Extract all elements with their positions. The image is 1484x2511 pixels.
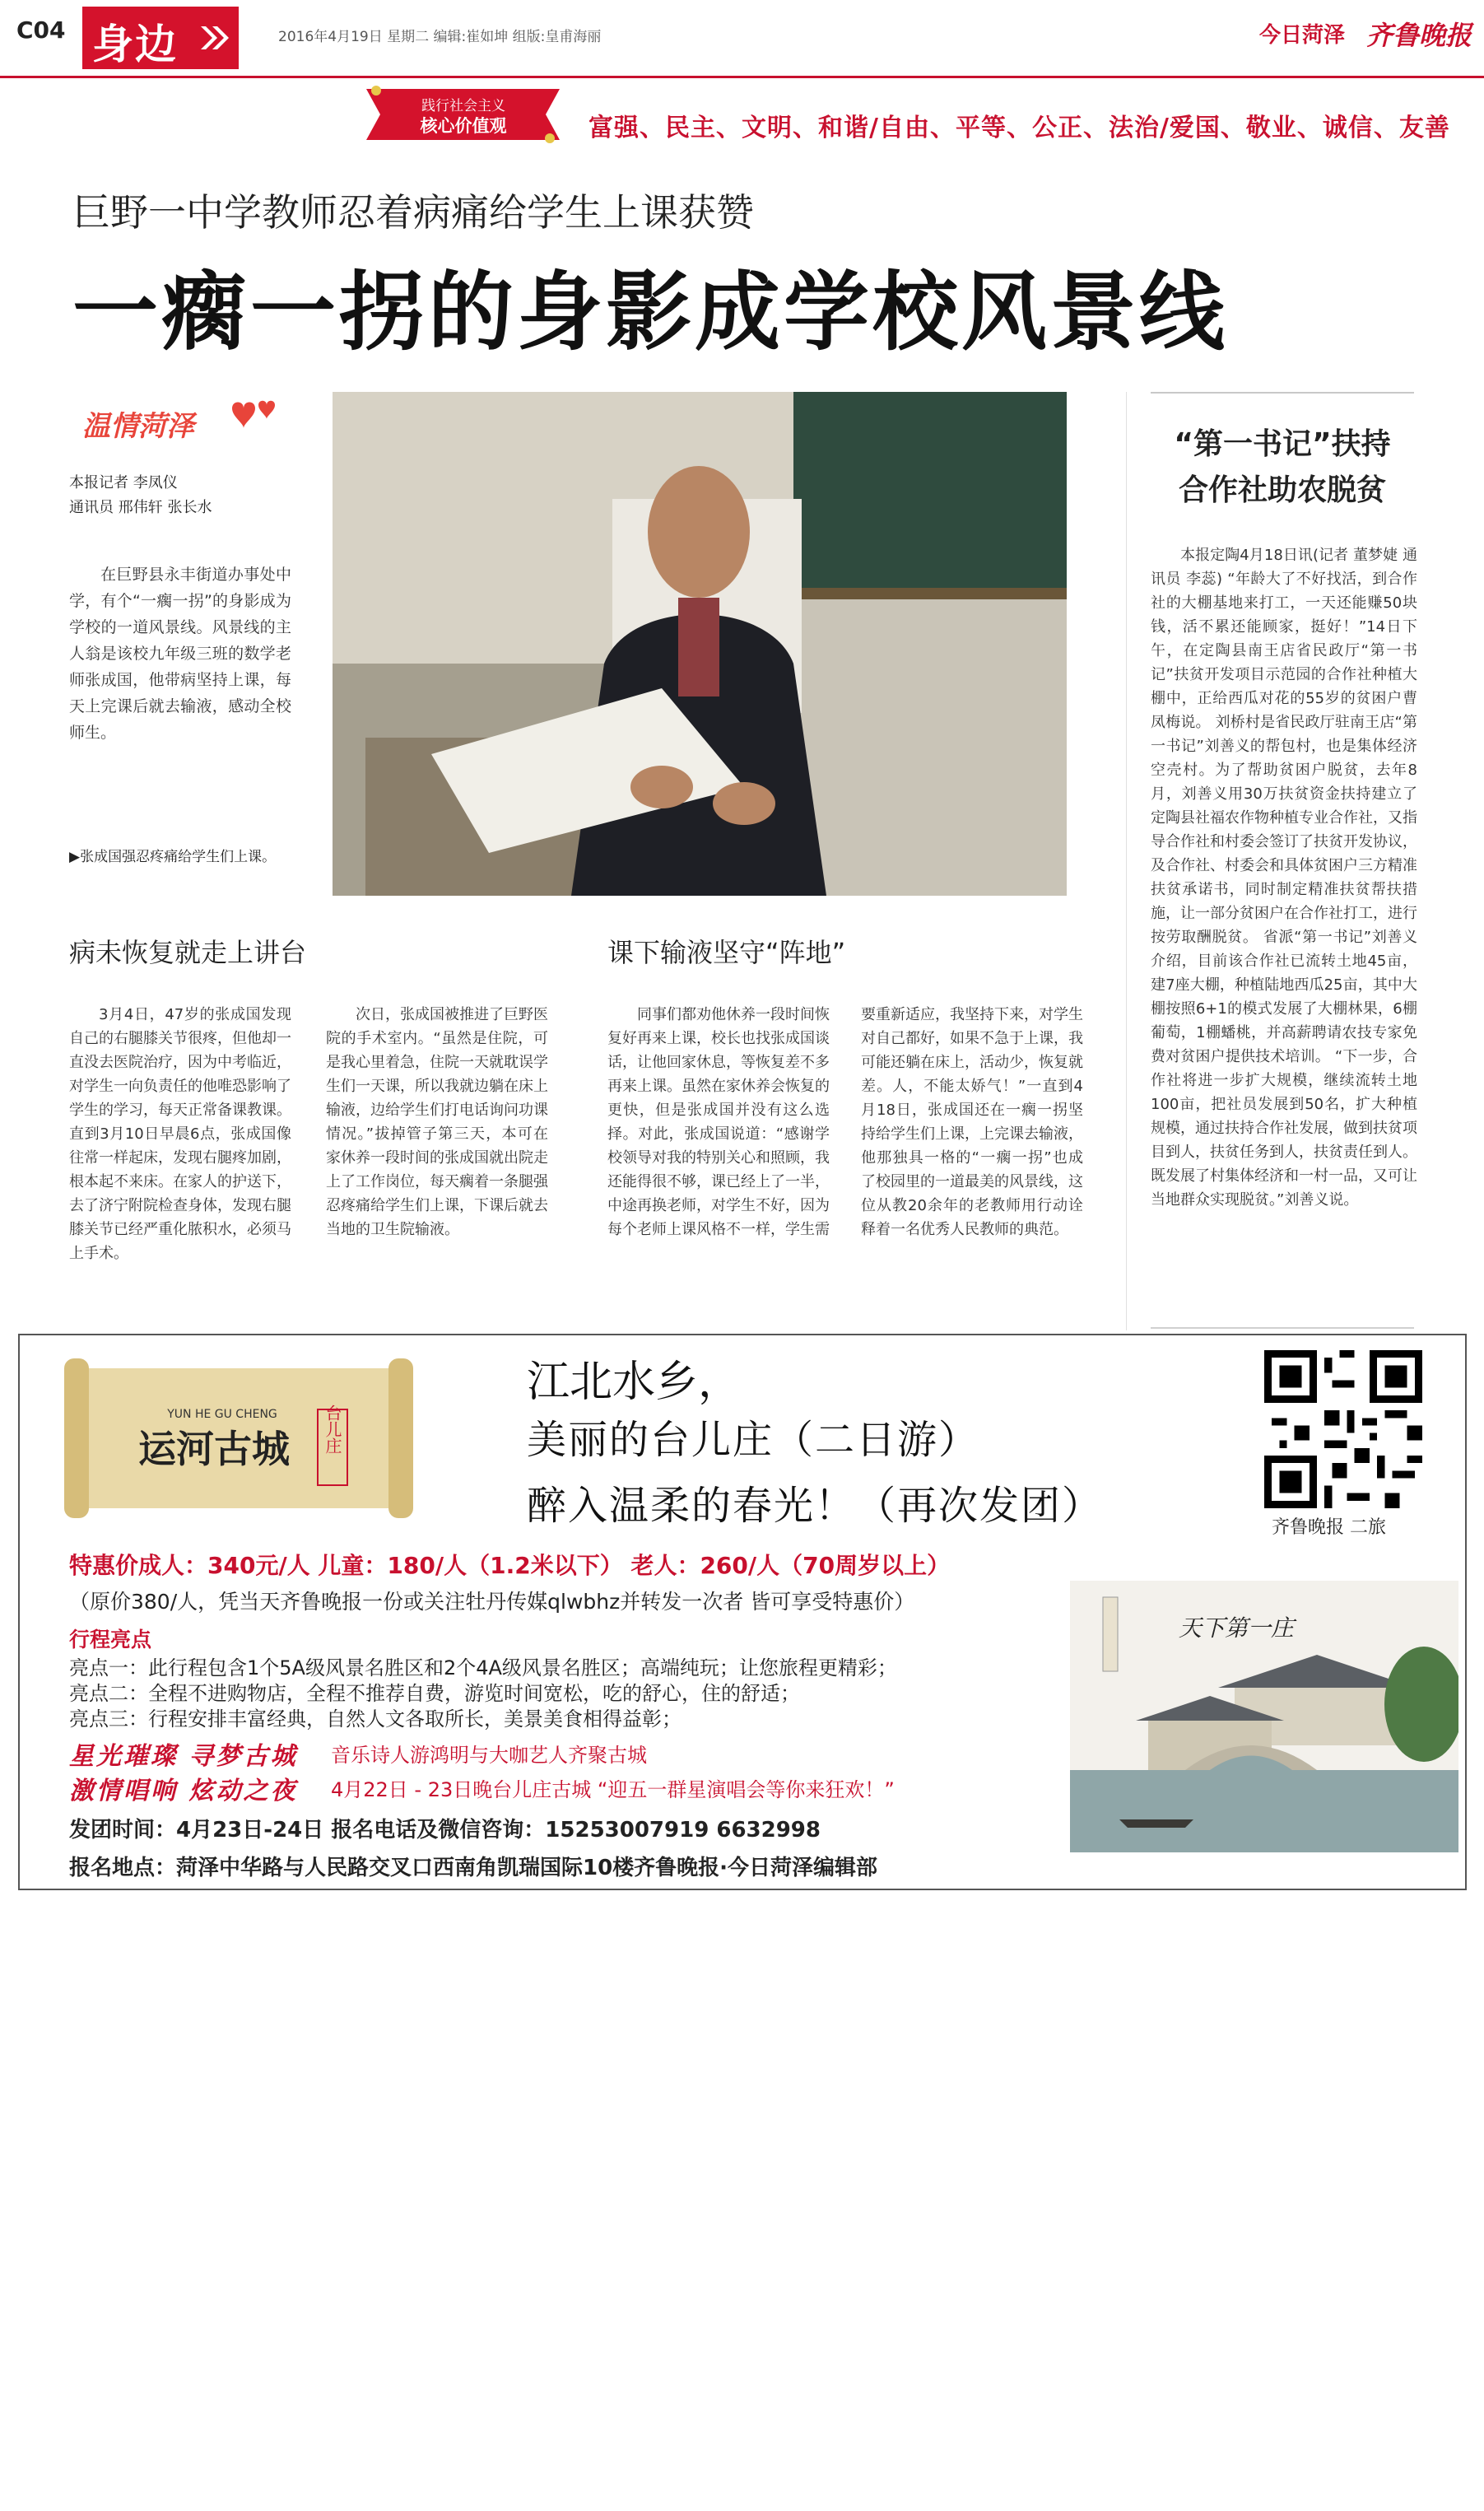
page-number: C04 <box>16 16 66 44</box>
qr-label: 齐鲁晚报 二旅 <box>1272 1517 1386 1538</box>
ad-headline-3: 醉入温柔的春光！（再次发团） <box>527 1483 1104 1529</box>
column-divider <box>1126 392 1127 1330</box>
trip-highlight-3: 亮点三：行程安排丰富经典，自然人文各取所长，美景美食相得益彰； <box>69 1707 682 1731</box>
qr-code-icon[interactable] <box>1264 1350 1422 1508</box>
photo-caption: ▶张成国强忍疼痛给学生们上课。 <box>69 849 277 865</box>
ad-address: 报名地点：菏泽中华路与人民路交叉口西南角凯瑞国际10楼齐鲁晚报·今日菏泽编辑部 <box>69 1856 878 1880</box>
byline-reporter: 本报记者 李凤仪 <box>69 474 178 491</box>
ad-headline-1: 江北水乡， <box>527 1358 742 1407</box>
sidebar-title-line2: 合作社助农脱贫 <box>1178 473 1386 507</box>
sidebar-rule-top <box>1151 392 1414 394</box>
article-column-2: 次日，张成国被推进了巨野医院的手术室内。“虽然是住院，可是我心里着急，住院一天就耽误学生们一天课，所以我就边躺在床上输液，边给学生们打电话询问功课情况。”拔掉管子第三天，本可在家休养一段时间的张成国就出院走上了工作岗位，每天瘸着一条腿强忍疼痛给学生们上课，下课后就去当地的卫生院输液。 <box>326 1006 548 1238</box>
ad-event-2: 4月22日 - 23日晚台儿庄古城 “迎五一群星演唱会等你来狂欢！” <box>331 1778 895 1801</box>
subhead-1: 病未恢复就走上讲台 <box>69 937 307 968</box>
teacher-photo <box>333 392 1067 896</box>
article-column-4: 要重新适应，我坚持下来，对学生对自己都好，如果不急于上课，我可能还躺在床上，活动少，恢复就差。人，不能太娇气！”一直到4月18日，张成国还在一瘸一拐坚持给学生们上课，上完课去输液，他那独具一格的“一瘸一拐”也成了校园里的一道最美的风景线，这位从教20余年的老教师用行动诠释着一名优秀人民教师的典范。 <box>861 1006 1083 1238</box>
values-badge <box>358 82 568 147</box>
chevron-right-icon <box>198 23 230 53</box>
trip-highlights-heading: 行程亮点 <box>69 1628 152 1651</box>
core-values-text: 富强、民主、文明、和谐/自由、平等、公正、法治/爱国、敬业、诚信、友善 <box>588 114 1450 142</box>
article-column-1: 3月4日，47岁的张成国发现自己的右腿膝关节很疼，但他却一直没去医院治疗，因为中考临近，对学生一向负责任的他唯恐影响了学生的学习，每天正常备课教课。直到3月10日早晨6点，张成国像往常一样起床，发现右腿疼加剧，根本起不来床。在家人的护送下，去了济宁附院检查身体，发现右腿膝关节已经严重化脓积水，必须马上手术。 <box>69 1006 291 1262</box>
values-badge-line1: 践行社会主义 <box>421 98 505 114</box>
article-kicker: 巨野一中学教师忍着病痛给学生上课获赞 <box>72 190 754 235</box>
section-name: 身边 <box>92 21 178 68</box>
scroll-title: 运河古城 <box>138 1427 290 1471</box>
column-logo: 温情菏泽 <box>82 410 194 443</box>
ad-price: 特惠价成人：340元/人 儿童：180/人（1.2米以下） 老人：260/人（70周岁以上） <box>69 1552 951 1579</box>
article-column-3: 同事们都劝他休养一段时间恢复好再来上课，校长也找张成国谈话，让他回家休息，等恢复差不多再来上课。虽然在家休养会恢复的更快，但是张成国并没有这么选择。对此，张成国说道：“感谢学校领导对我的特别关心和照顾，我还能得很不够，课已经上了一半，中途再换老师，对学生不好，因为每个老师上课风格不一样，学生需 <box>607 1006 830 1238</box>
sidebar-body: 本报定陶4月18日讯(记者 董梦婕 通讯员 李蕊) “年龄大了不好找活，到合作社的大棚基地来打工，一天还能赚50块钱，活不累还能顾家，挺好！”14日下午，在定陶县南王店省民政厅“第一书记”扶贫开发项目示范园的合作社种植大棚中，正给西瓜对花的55岁的贫困户曹凤梅说。 刘桥村是省民政厅驻南王店“第一书记”刘善义的帮包村，也是集体经济空壳村。为了帮助贫困户脱贫，去年8月，刘善义用30万扶贫资金扶持建立了定陶县社福农作物种植专业合作社，又指导合作社和村委会签订了扶贫开发协议，及合作社、村委会和具体贫困户三方精准扶贫承诺书，同时制定精准扶贫帮扶措施，让一部分贫困户在合作社打工，进行按劳取酬脱贫。 省派“第一书记”刘善义介绍，目前该合作社已流转土地45亩，建7座大棚，种植陆地西瓜25亩，其中大棚按照6+1的模式发展了大棚林果，6棚葡萄，1棚蟠桃，并高薪聘请农技专家免费对贫困户提供技术培训。 “下一步，合作社将进一步扩大规模，继续流转土地100亩，把社员发展到50名，扩大种植规模，通过扶持合作社发展，做到扶贫项目到人，扶贫任务到人，扶贫责任到人。既发展了村集体经济和一村一品，又可让当地群众实现脱贫。”刘善义说。 <box>1151 547 1417 1209</box>
ad-headline-2: 美丽的台儿庄（二日游） <box>527 1417 980 1463</box>
ad-contact: 发团时间：4月23日-24日 报名电话及微信咨询：15253007919 6632998 <box>69 1818 821 1842</box>
subhead-2: 课下输液坚守“阵地” <box>607 937 846 968</box>
values-badge-line2: 核心价值观 <box>420 116 507 136</box>
ad-photo-caption: 天下第一庄 <box>1179 1614 1295 1642</box>
ancient-city-scroll <box>58 1347 420 1528</box>
article-headline: 一瘸一拐的身影成学校风景线 <box>72 262 1229 362</box>
trip-highlight-2: 亮点二：全程不进购物店，全程不推荐自费，游览时间宽松，吃的舒心，住的舒适； <box>69 1682 800 1705</box>
masthead-prefix: 今日菏泽 <box>1259 23 1346 48</box>
sidebar-rule-bottom <box>1151 1327 1414 1329</box>
sidebar-title <box>1151 422 1414 514</box>
trip-highlight-1: 亮点一：此行程包含1个5A级风景名胜区和2个4A级风景名胜区；高端纯玩；让您旅程更精彩； <box>69 1656 897 1679</box>
ad-price-note: （原价380/人，凭当天齐鲁晚报一份或关注牡丹传媒qlwbhz并转发一次者 皆可享受特惠价） <box>69 1590 915 1614</box>
masthead-logo: 齐鲁晚报 <box>1366 20 1472 51</box>
byline-correspondent: 通讯员 邢伟轩 张长水 <box>69 499 212 516</box>
ad-event-1: 音乐诗人游鸿明与大咖艺人齐聚古城 <box>331 1744 647 1767</box>
date-line: 2016年4月19日 星期二 编辑:崔如坤 组版:皇甫海丽 <box>278 29 602 45</box>
scroll-pinyin: YUN HE GU CHENG <box>167 1408 277 1421</box>
article-lede: 在巨野县永丰街道办事处中学，有个“一瘸一拐”的身影成为学校的一道风景线。风景线的主人翁是该校九年级三班的数学老师张成国，他带病坚持上课，每天上完课后就去输液，感动全校师生。 <box>69 566 291 742</box>
ad-slogan-2: 激情唱响 炫动之夜 <box>69 1777 298 1805</box>
heart-icon <box>216 394 290 435</box>
byline <box>69 471 212 520</box>
ad-slogan-1: 星光璀璨 寻梦古城 <box>69 1742 298 1771</box>
scroll-stamp: 台儿庄 <box>323 1405 342 1454</box>
sidebar-title-line1: “第一书记”扶持 <box>1174 427 1391 461</box>
header-rule <box>0 76 1484 78</box>
